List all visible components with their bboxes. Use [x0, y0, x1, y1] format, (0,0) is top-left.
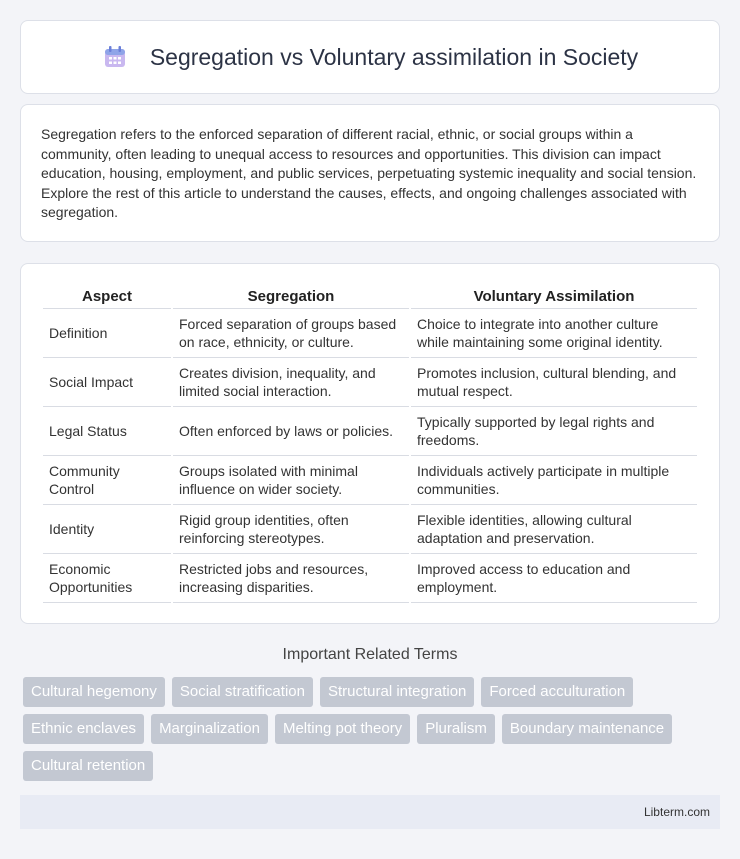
header-segregation: Segregation: [172, 286, 410, 308]
cell-segregation: Often enforced by laws or policies.: [172, 406, 410, 455]
table-row: [43, 406, 697, 455]
related-term-tag[interactable]: Structural integration: [320, 677, 474, 707]
comparison-table-card: [20, 263, 720, 624]
comparison-table: [43, 286, 697, 603]
table-row: [43, 504, 697, 553]
related-terms-title: Important Related Terms: [282, 646, 458, 663]
cell-assimilation: Promotes inclusion, cultural blending, and mutual respect.: [410, 357, 697, 406]
cell-aspect: Community Control: [43, 455, 172, 504]
footer: [20, 795, 720, 829]
cell-segregation: Restricted jobs and resources, increasing disparities.: [172, 553, 410, 602]
intro-text: Segregation refers to the enforced separation of different racial, ethnic, or social groups within a community, often leading to unequal access to resources and opportunities. This division can impact education, housing, employment, and public services, perpetuating systemic inequality and social tension. Explore the rest of this article to understand the causes, effects, and ongoing challenges associated with segregation.: [41, 126, 697, 221]
page-title-text: Segregation vs Voluntary assimilation in Society: [149, 43, 639, 70]
cell-segregation: Forced separation of groups based on race, ethnicity, or culture.: [172, 308, 410, 357]
cell-aspect: Definition: [43, 308, 172, 357]
related-term-tag[interactable]: Cultural retention: [23, 751, 153, 781]
title-card: [20, 20, 720, 94]
cell-assimilation: Typically supported by legal rights and freedoms.: [410, 406, 697, 455]
related-term-tag[interactable]: Ethnic enclaves: [23, 714, 144, 744]
table-row: [43, 308, 697, 357]
calendar-icon: [102, 44, 128, 70]
cell-aspect: Social Impact: [43, 357, 172, 406]
table-row: [43, 357, 697, 406]
page-title: [102, 44, 638, 71]
cell-assimilation: Individuals actively participate in multiple communities.: [410, 455, 697, 504]
cell-assimilation: Choice to integrate into another culture while maintaining some original identity.: [410, 308, 697, 357]
related-term-tag[interactable]: Pluralism: [417, 714, 495, 744]
related-term-tag[interactable]: Forced acculturation: [481, 677, 633, 707]
related-term-tag[interactable]: Cultural hegemony: [23, 677, 165, 707]
header-aspect: Aspect: [43, 286, 172, 308]
intro-card: [20, 104, 720, 242]
footer-site-link[interactable]: Libterm.com: [643, 805, 710, 819]
cell-segregation: Rigid group identities, often reinforcing stereotypes.: [172, 504, 410, 553]
table-row: [43, 553, 697, 602]
related-term-tag[interactable]: Social stratification: [172, 677, 313, 707]
cell-aspect: Identity: [43, 504, 172, 553]
related-term-tag[interactable]: Melting pot theory: [275, 714, 410, 744]
table-header-row: [43, 286, 697, 308]
cell-aspect: Legal Status: [43, 406, 172, 455]
related-terms-list: [23, 677, 723, 781]
cell-segregation: Groups isolated with minimal influence on wider society.: [172, 455, 410, 504]
table-row: [43, 455, 697, 504]
cell-assimilation: Flexible identities, allowing cultural adaptation and preservation.: [410, 504, 697, 553]
related-term-tag[interactable]: Boundary maintenance: [502, 714, 672, 744]
cell-assimilation: Improved access to education and employment.: [410, 553, 697, 602]
related-term-tag[interactable]: Marginalization: [151, 714, 268, 744]
cell-aspect: Economic Opportunities: [43, 553, 172, 602]
cell-segregation: Creates division, inequality, and limited social interaction.: [172, 357, 410, 406]
header-assimilation: Voluntary Assimilation: [410, 286, 697, 308]
